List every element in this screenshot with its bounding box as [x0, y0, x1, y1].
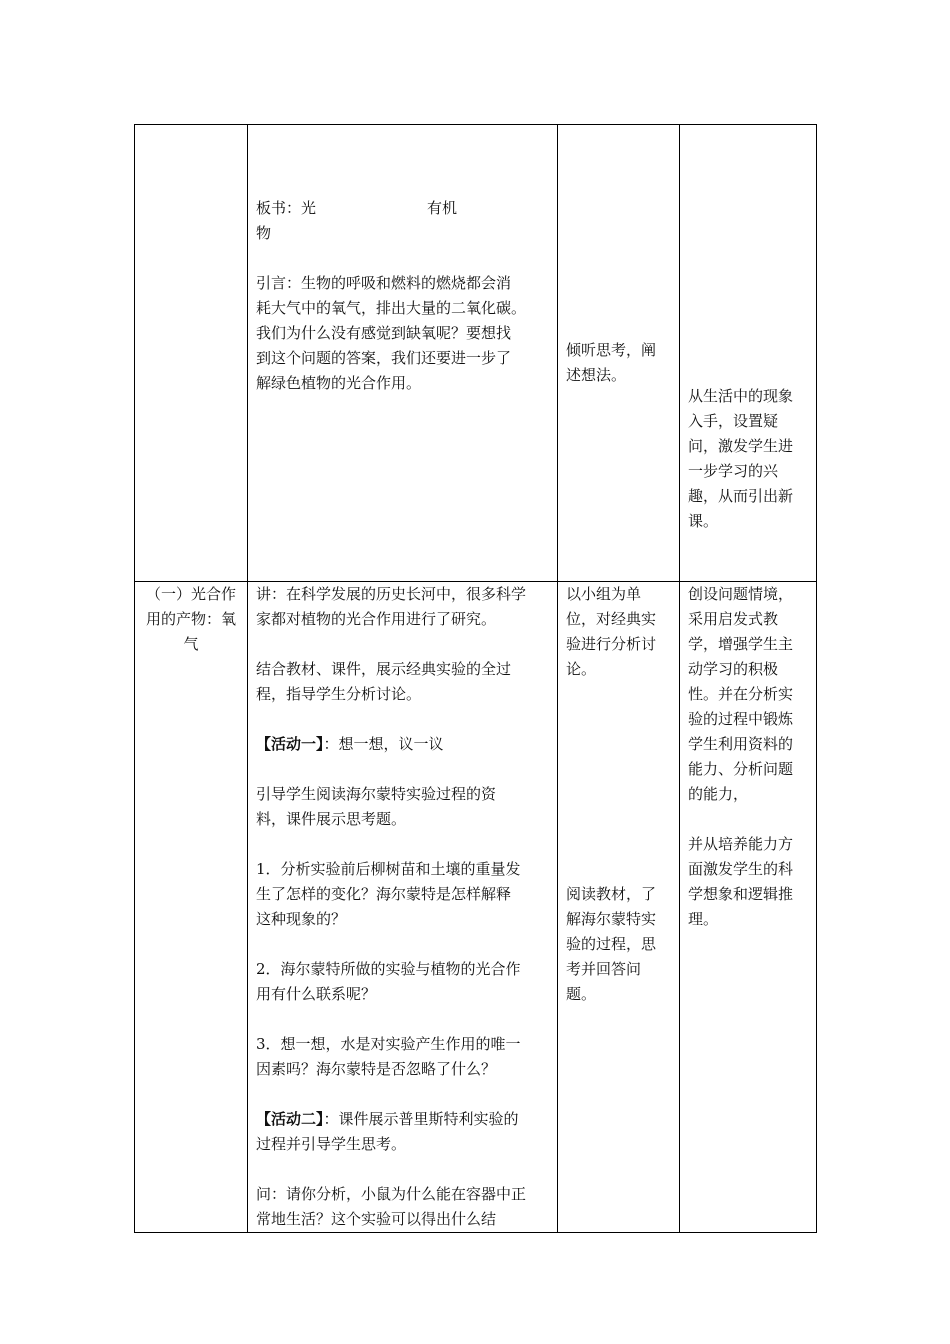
table-row — [135, 582, 817, 1233]
table-row — [135, 125, 817, 582]
student-activity-cell — [558, 582, 680, 1233]
student-text: 倾听思考，阐 — [566, 341, 657, 359]
student-text: 述想法。 — [566, 366, 627, 384]
activity-one-heading: 【活动一】：想一想，议一议 — [256, 735, 444, 753]
question-1: 1．分析实验前后柳树苗和土壤的重量发 生了怎样的变化？海尔蒙特是怎样解释 这种现象的？ — [256, 860, 521, 928]
teacher-activity-cell — [248, 125, 558, 582]
question-4: 问：请你分析，小鼠为什么能在容器中正 常地生活？这个实验可以得出什么结 — [256, 1185, 527, 1228]
section-title: 用的产物：氧 — [145, 610, 236, 628]
student-activity-cell — [558, 125, 680, 582]
intent-text: 并从培养能力方 面激发学生的科 学想象和逻辑推 理。 — [688, 835, 794, 928]
section-cell-empty — [135, 125, 248, 582]
lesson-plan-table — [134, 124, 817, 1233]
question-2: 2．海尔蒙特所做的实验与植物的光合作 用有什么联系呢？ — [256, 960, 521, 1003]
board-note-cont: 物 — [256, 224, 272, 242]
board-note: 板书：光 有机 — [256, 199, 458, 217]
intent-text: 从生活中的现象 入手，设置疑 问，激发学生进 一步学习的兴 趣，从而引出新 课。 — [688, 387, 794, 530]
activity-two: 【活动二】：课件展示普里斯特利实验的 过程并引导学生思考。 — [256, 1110, 519, 1153]
intro-paragraph: 引言：生物的呼吸和燃料的燃烧都会消 耗大气中的氧气，排出大量的二氧化碳。 我们为什么没有感觉到缺氧呢？要想找 到这个问题的答案，我们还要进一步了 解绿色植物的光合作用。 — [256, 274, 527, 392]
design-intent-cell — [680, 125, 817, 582]
student-text: 阅读教材，了 解海尔蒙特实 验的过程，思 考并回答问 题。 — [566, 885, 657, 1003]
question-3: 3．想一想，水是对实验产生作用的唯一 因素吗？海尔蒙特是否忽略了什么？ — [256, 1035, 521, 1078]
teacher-activity-cell: 讲：在科学发展的历史长河中，很多科学 家都对植物的光合作用进行了研究。 结合教材、课件，展示经典实验的全过 程，指导学生分析讨论。 【活动一】：想一想，议一议 引导学生阅读海尔蒙特实验过程的资 料，课件展示思考题。 1．分析实验前后柳树苗和土壤的重量发 生了怎样的变化？海尔蒙特是怎样解释 这种现象的？ 2．海尔蒙特所做的实验与植物的光合作 用有什么联系呢？ 3．想一想，水是对实验产生作用的唯一 因素吗？海尔蒙特是否忽略了什么？ 【活动二】：课件展示普里斯特利实验的 过程并引导学生思考。 问：请你分析，小鼠为什么能在容器中正 常地生活？这个实验可以得出什么结 — [248, 582, 558, 1233]
design-intent-cell — [680, 582, 817, 1233]
section-title: 气 — [183, 635, 199, 653]
student-text: 以小组为单 位，对经典实 验进行分析讨 论。 — [566, 585, 657, 678]
section-title: （一）光合作 — [145, 585, 236, 603]
section-title-cell — [135, 582, 248, 1233]
intent-text: 创设问题情境， 采用启发式教 学，增强学生主 动学习的积极 性。并在分析实 验的过程中锻炼 学生利用资料的 能力、分析问题 的能力， — [688, 585, 794, 803]
